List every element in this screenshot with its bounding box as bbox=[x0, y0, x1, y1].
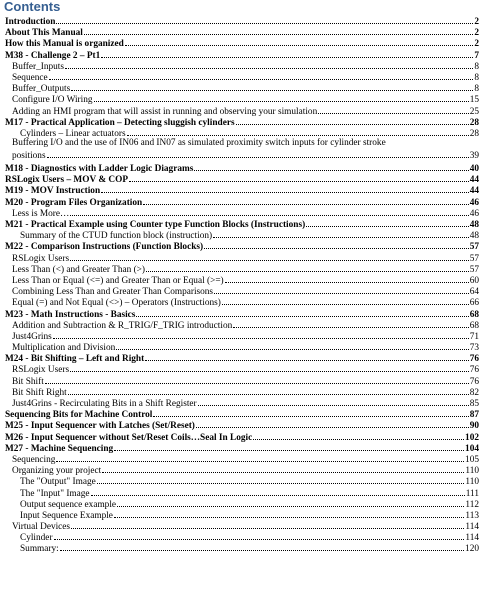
toc-entry-page: 57 bbox=[469, 264, 479, 274]
toc-entry[interactable] bbox=[0, 82, 485, 93]
toc-entry-label: Buffering I/O and the use of IN06 and IN07 as simulated proximity switch inputs for cylinder stroke bbox=[12, 138, 386, 149]
toc-entry[interactable] bbox=[0, 173, 485, 184]
dot-leader bbox=[101, 49, 473, 58]
toc-entry-label: M19 - MOV Instruction bbox=[5, 186, 101, 196]
toc-entry-label: M21 - Practical Example using Counter type Function Blocks (Instructions) bbox=[5, 220, 306, 230]
toc-entry-label: RSLogix Users bbox=[12, 365, 70, 375]
toc-entry-page: 39 bbox=[469, 151, 479, 162]
toc-entry-page: 44 bbox=[469, 186, 479, 196]
dot-leader bbox=[136, 308, 468, 317]
toc-entry-label: Equal (=) and Not Equal (<>) – Operators (Instructions) bbox=[12, 298, 221, 308]
toc-entry-page: 68 bbox=[469, 320, 479, 330]
toc-entry-label: M22 - Comparison Instructions (Function Blocks) bbox=[5, 242, 204, 252]
toc-entry[interactable] bbox=[0, 138, 485, 162]
toc-entry[interactable] bbox=[0, 419, 485, 430]
toc-entry[interactable] bbox=[0, 308, 485, 319]
toc-entry[interactable] bbox=[0, 184, 485, 195]
toc-entry-page: 68 bbox=[469, 309, 479, 319]
toc-entry-label: Configure I/O Wiring bbox=[12, 95, 93, 105]
toc-entry-page: 15 bbox=[469, 95, 479, 105]
toc-entry-page: 114 bbox=[465, 533, 479, 543]
toc-entry[interactable] bbox=[0, 274, 485, 285]
toc-entry[interactable] bbox=[0, 127, 485, 138]
toc-entry-label: Cylinder bbox=[20, 533, 53, 543]
toc-entry[interactable] bbox=[0, 352, 485, 363]
toc-entry[interactable] bbox=[0, 37, 485, 48]
toc-entry[interactable] bbox=[0, 341, 485, 352]
toc-entry[interactable] bbox=[0, 531, 485, 542]
toc-entry-page: 2 bbox=[474, 17, 479, 27]
toc-entry-page: 64 bbox=[469, 287, 479, 297]
toc-entry[interactable] bbox=[0, 240, 485, 251]
dot-leader bbox=[47, 149, 469, 158]
toc-entry-page: 85 bbox=[469, 399, 479, 409]
toc-entry-page: 57 bbox=[469, 253, 479, 263]
toc-entry-page: 76 bbox=[469, 354, 479, 364]
toc-entry-label: M18 - Diagnostics with Ladder Logic Diagrams bbox=[5, 164, 194, 174]
toc-entry-page: 71 bbox=[469, 331, 479, 342]
dot-leader bbox=[225, 274, 469, 283]
toc-entry-page: 44 bbox=[469, 175, 479, 185]
toc-entry[interactable] bbox=[0, 105, 485, 116]
contents-heading: Contents bbox=[4, 0, 61, 14]
toc-entry-label: Introduction bbox=[5, 17, 56, 27]
toc-entry[interactable] bbox=[0, 60, 485, 71]
toc-entry-page: 48 bbox=[469, 220, 479, 230]
toc-entry-label: Virtual Devices bbox=[12, 522, 71, 532]
toc-entry-label: Input Sequence Example bbox=[20, 510, 113, 521]
dot-leader bbox=[71, 520, 464, 529]
dot-leader bbox=[70, 363, 469, 372]
dot-leader bbox=[56, 453, 464, 462]
toc-entry-page: 76 bbox=[469, 365, 479, 375]
dot-leader bbox=[49, 71, 474, 80]
dot-leader bbox=[146, 263, 469, 272]
toc-entry-label: M38 - Challenge 2 – Pt1 bbox=[5, 50, 101, 60]
toc-entry-label: Multiplication and Division bbox=[12, 343, 116, 353]
dot-leader bbox=[214, 285, 469, 294]
toc-entry[interactable] bbox=[0, 263, 485, 274]
toc-entry-page: 110 bbox=[465, 466, 479, 476]
dot-leader bbox=[56, 15, 473, 24]
dot-leader bbox=[306, 218, 469, 227]
toc-entry[interactable] bbox=[0, 116, 485, 127]
toc-entry[interactable] bbox=[0, 252, 485, 263]
dot-leader bbox=[233, 319, 468, 328]
dot-leader bbox=[114, 442, 464, 451]
toc-entry-label: M25 - Input Sequencer with Latches (Set/Reset) bbox=[5, 421, 195, 431]
toc-entry-label: Sequencing bbox=[12, 454, 56, 465]
toc-entry-page: 82 bbox=[469, 387, 479, 397]
dot-leader bbox=[253, 431, 464, 440]
toc-entry-label: The "Output" Image bbox=[20, 477, 96, 487]
toc-entry-page: 28 bbox=[469, 117, 479, 127]
toc-entry[interactable] bbox=[0, 285, 485, 296]
toc-entry-page: 7 bbox=[474, 50, 479, 60]
dot-leader bbox=[198, 397, 469, 406]
toc-entry-label: M23 - Math Instructions - Basics bbox=[5, 309, 136, 319]
dot-leader bbox=[68, 386, 469, 395]
toc-entry[interactable] bbox=[0, 319, 485, 330]
toc-entry-label: Adding an HMI program that will assist in running and observing your simulation bbox=[12, 106, 318, 116]
dot-leader bbox=[97, 475, 465, 484]
toc-entry[interactable] bbox=[0, 15, 485, 26]
toc-entry-label: Cylinders – Linear actuators bbox=[20, 128, 126, 139]
toc-entry-page: 8 bbox=[474, 61, 479, 71]
toc-entry-label: M24 - Bit Shifting – Left and Right bbox=[5, 354, 145, 364]
toc-entry-label: M17 - Practical Application – Detecting sluggish cylinders bbox=[5, 117, 235, 127]
dot-leader bbox=[84, 26, 473, 35]
toc-entry[interactable] bbox=[0, 93, 485, 104]
toc-entry[interactable] bbox=[0, 330, 485, 341]
toc-list bbox=[0, 15, 485, 554]
toc-entry[interactable] bbox=[0, 397, 485, 408]
dot-leader bbox=[318, 105, 468, 114]
dot-leader bbox=[70, 207, 468, 216]
toc-entry[interactable] bbox=[0, 542, 485, 553]
toc-entry[interactable] bbox=[0, 229, 485, 240]
dot-leader bbox=[213, 229, 469, 238]
toc-entry-label: Bit Shift Right bbox=[12, 387, 67, 397]
toc-entry[interactable] bbox=[0, 408, 485, 419]
toc-entry[interactable] bbox=[0, 442, 485, 453]
toc-entry[interactable] bbox=[0, 475, 485, 486]
toc-entry[interactable] bbox=[0, 71, 485, 82]
toc-entry-label: Less Than (<) and Greater Than (>) bbox=[12, 264, 146, 274]
toc-entry-label: Just4Grins bbox=[12, 331, 52, 342]
dot-leader bbox=[91, 487, 465, 496]
dot-leader bbox=[222, 296, 469, 305]
toc-entry-page: 2 bbox=[474, 28, 479, 38]
toc-entry-label: Organizing your project bbox=[12, 466, 102, 476]
toc-entry-label: Sequencing Bits for Machine Control bbox=[5, 410, 153, 420]
toc-entry[interactable] bbox=[0, 498, 485, 509]
dot-leader bbox=[65, 60, 473, 69]
toc-entry-page: 66 bbox=[469, 298, 479, 308]
toc-entry-page: 114 bbox=[465, 522, 479, 532]
dot-leader bbox=[70, 252, 469, 261]
toc-entry-page: 111 bbox=[465, 488, 479, 498]
toc-entry-label: Less Than or Equal (<=) and Greater Than or Equal (>=) bbox=[12, 275, 224, 286]
dot-leader bbox=[194, 162, 468, 171]
dot-leader bbox=[54, 531, 465, 540]
toc-entry-page: 87 bbox=[469, 410, 479, 420]
toc-entry-label: Just4Grins - Recirculating Bits in a Shift Register bbox=[12, 399, 197, 409]
toc-entry-label: How this Manual is organized bbox=[5, 39, 124, 49]
toc-entry-page: 112 bbox=[465, 499, 479, 509]
toc-entry-page: 40 bbox=[469, 164, 479, 174]
dot-leader bbox=[145, 352, 468, 361]
toc-entry[interactable] bbox=[0, 509, 485, 520]
toc-entry[interactable] bbox=[0, 431, 485, 442]
dot-leader bbox=[196, 419, 469, 428]
toc-entry-label: The "Input" Image bbox=[20, 488, 90, 498]
toc-entry[interactable] bbox=[0, 375, 485, 386]
toc-entry-page: 90 bbox=[469, 421, 479, 431]
toc-entry-page: 25 bbox=[469, 106, 479, 116]
toc-entry-label: Less is More… bbox=[12, 208, 70, 218]
toc-entry-page: 8 bbox=[474, 84, 479, 94]
toc-entry[interactable] bbox=[0, 26, 485, 37]
toc-entry-label-continued: positions bbox=[12, 151, 46, 162]
toc-entry-page: 46 bbox=[469, 197, 479, 207]
toc-entry-label: Combining Less Than and Greater Than Comparisons bbox=[12, 287, 214, 297]
dot-leader bbox=[127, 127, 469, 136]
toc-entry-label: About This Manual bbox=[5, 28, 83, 38]
toc-entry-label: RSLogix Users – MOV & COP bbox=[5, 175, 129, 185]
dot-leader bbox=[129, 173, 469, 182]
toc-entry-label: Output sequence example bbox=[20, 499, 117, 509]
dot-leader bbox=[101, 184, 469, 193]
toc-entry-page: 8 bbox=[474, 72, 479, 83]
toc-entry-label: Bit Shift bbox=[12, 376, 44, 386]
toc-entry[interactable] bbox=[0, 520, 485, 531]
toc-entry-page: 105 bbox=[465, 454, 479, 465]
toc-entry-label: M26 - Input Sequencer without Set/Reset Coils…Seal In Logic bbox=[5, 432, 253, 442]
toc-entry[interactable] bbox=[0, 464, 485, 475]
toc-entry[interactable] bbox=[0, 218, 485, 229]
dot-leader bbox=[60, 542, 464, 551]
toc-entry-page: 104 bbox=[465, 443, 479, 453]
toc-entry[interactable] bbox=[0, 386, 485, 397]
toc-entry-label: Sequence bbox=[12, 72, 48, 83]
dot-leader bbox=[53, 330, 469, 339]
toc-entry-label: Summary: bbox=[20, 544, 59, 554]
toc-entry-page: 48 bbox=[469, 231, 479, 241]
dot-leader bbox=[94, 93, 469, 102]
toc-entry-page: 102 bbox=[465, 432, 479, 442]
toc-entry-page: 120 bbox=[465, 544, 479, 554]
toc-entry-page: 46 bbox=[469, 208, 479, 218]
toc-entry[interactable] bbox=[0, 207, 485, 218]
toc-entry-label: M20 - Program Files Organization bbox=[5, 197, 143, 207]
toc-entry-page: 113 bbox=[465, 510, 479, 521]
dot-leader bbox=[143, 196, 469, 205]
toc-entry-label: Buffer_Inputs bbox=[12, 61, 64, 71]
toc-entry-page: 60 bbox=[469, 275, 479, 286]
dot-leader bbox=[45, 375, 469, 384]
dot-leader bbox=[204, 240, 469, 249]
toc-entry-label: M27 - Machine Sequencing bbox=[5, 443, 114, 453]
toc-entry[interactable] bbox=[0, 196, 485, 207]
dot-leader bbox=[236, 116, 469, 125]
toc-entry[interactable] bbox=[0, 363, 485, 374]
toc-entry-page: 57 bbox=[469, 242, 479, 252]
toc-entry-page: 76 bbox=[469, 376, 479, 386]
toc-entry-label: RSLogix Users bbox=[12, 253, 70, 263]
dot-leader bbox=[153, 408, 468, 417]
toc-entry-label: Summary of the CTUD function block (instruction) bbox=[20, 231, 213, 241]
toc-entry-page: 2 bbox=[474, 39, 479, 49]
toc-entry[interactable] bbox=[0, 49, 485, 60]
toc-entry[interactable] bbox=[0, 162, 485, 173]
toc-entry[interactable] bbox=[0, 296, 485, 307]
toc-entry-label: Buffer_Outputs bbox=[12, 84, 71, 94]
dot-leader bbox=[125, 37, 474, 46]
dot-leader bbox=[114, 509, 464, 518]
toc-entry[interactable] bbox=[0, 453, 485, 464]
toc-entry-page: 73 bbox=[469, 343, 479, 353]
dot-leader bbox=[116, 341, 468, 350]
toc-entry-page: 28 bbox=[469, 128, 479, 139]
dot-leader bbox=[102, 464, 464, 473]
toc-entry-label: Addition and Subtraction & R_TRIG/F_TRIG introduction bbox=[12, 320, 233, 330]
dot-leader bbox=[117, 498, 464, 507]
dot-leader bbox=[71, 82, 473, 91]
toc-entry-page: 110 bbox=[465, 477, 479, 487]
toc-entry[interactable] bbox=[0, 487, 485, 498]
